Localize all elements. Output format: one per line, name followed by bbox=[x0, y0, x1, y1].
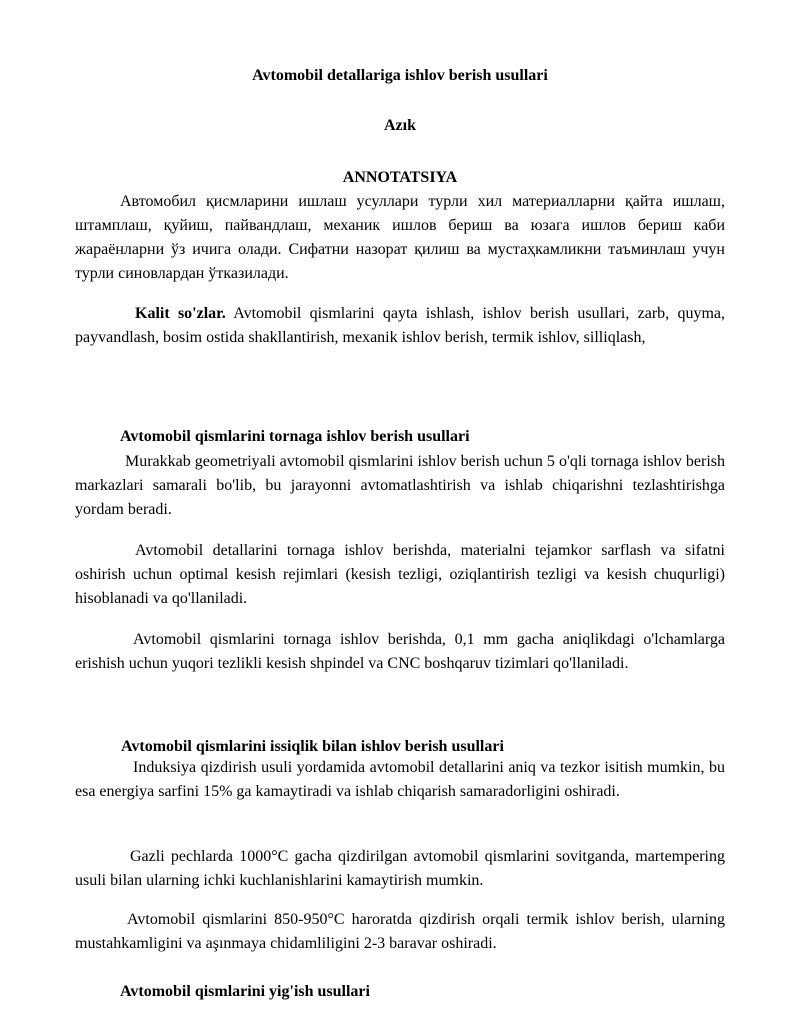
keywords-list: Avtomobil qismlarini qayta ishlash, ishlov berish usullari, zarb, quyma, payvandlash, bosim ostida shakllantirish, mexanik ishlov berish, termik ishlov, silliqlash, bbox=[75, 305, 726, 346]
paragraph-text: Avtomobil qismlarini tornaga ishlov berishda, 0,1 mm gacha aniqlikdagi o'lchamlarga erishish uchun yuqori tezlikli kesish shpindel va CNC boshqaruv tizimlari qo'llaniladi. bbox=[75, 631, 725, 672]
section-paragraph bbox=[75, 450, 725, 522]
paragraph-text: Induksiya qizdirish usuli yordamida avtomobil detallarini aniq va tezkor isitish mumkin, bu esa energiya sarfini 15% ga kamaytiradi va ishlab chiqarish samaradorligini oshiradi. bbox=[75, 759, 725, 800]
section-heading-turning: Avtomobil qismlarini tornaga ishlov berish usullari bbox=[120, 428, 470, 445]
annotation-paragraph bbox=[75, 190, 725, 286]
section-paragraph bbox=[75, 756, 725, 804]
section-heading-assembly: Avtomobil qismlarini yig'ish usullari bbox=[120, 983, 370, 1000]
section-heading-heat-treatment: Avtomobil qismlarini issiqlik bilan ishlov berish usullari bbox=[121, 738, 504, 755]
keywords-label: Kalit so'zlar. bbox=[135, 305, 226, 322]
paragraph-text: Gazli pechlarda 1000°C gacha qizdirilgan avtomobil qismlarini sovitganda, martempering usuli bilan ularning ichki kuchlanishlarini kamaytirish mumkin. bbox=[75, 848, 725, 889]
section-paragraph bbox=[75, 908, 725, 956]
section-paragraph bbox=[75, 845, 725, 893]
paragraph-text: Avtomobil detallarini tornaga ishlov berishda, materialni tejamkor sarflash va sifatni oshirish uchun optimal kesish rejimlari (kesish tezligi, oziqlantirish tezligi va kesish chuqurligi) hisoblanadi va qo'llaniladi. bbox=[75, 542, 725, 607]
document-title: Avtomobil detallariga ishlov berish usullari bbox=[252, 67, 548, 84]
section-paragraph bbox=[75, 539, 725, 611]
annotation-text: Автомобил қисмларини ишлаш усуллари турли хил материалларни қайта ишлаш, штамплаш, қуйиш, пайвандлаш, механик ишлов бериш ва юзага ишлов бериш каби жараёнларни ўз ичига олади. Сифатни назорат қилиш ва мустаҳкамликни таъминлаш учун турли синовлардан ўтказилади. bbox=[75, 193, 725, 282]
keywords-paragraph bbox=[75, 302, 725, 350]
paragraph-text: Murakkab geometriyali avtomobil qismlarini ishlov berish uchun 5 o'qli tornaga ishlov berish markazlari samarali bo'lib, bu jarayonni avtomatlashtirish va ishlab chiqarishni tezlashtirishga yordam beradi. bbox=[75, 453, 725, 518]
section-paragraph bbox=[75, 628, 725, 676]
paragraph-text: Avtomobil qismlarini 850-950°C haroratda qizdirish orqali termik ishlov berish, ularning mustahkamligini va aşınmaya chidamliligini 2-3 baravar oshiradi. bbox=[75, 911, 725, 952]
annotation-heading: ANNOTATSIYA bbox=[342, 169, 458, 186]
author-name: Azık bbox=[384, 117, 416, 134]
keywords-text-container bbox=[75, 302, 725, 350]
